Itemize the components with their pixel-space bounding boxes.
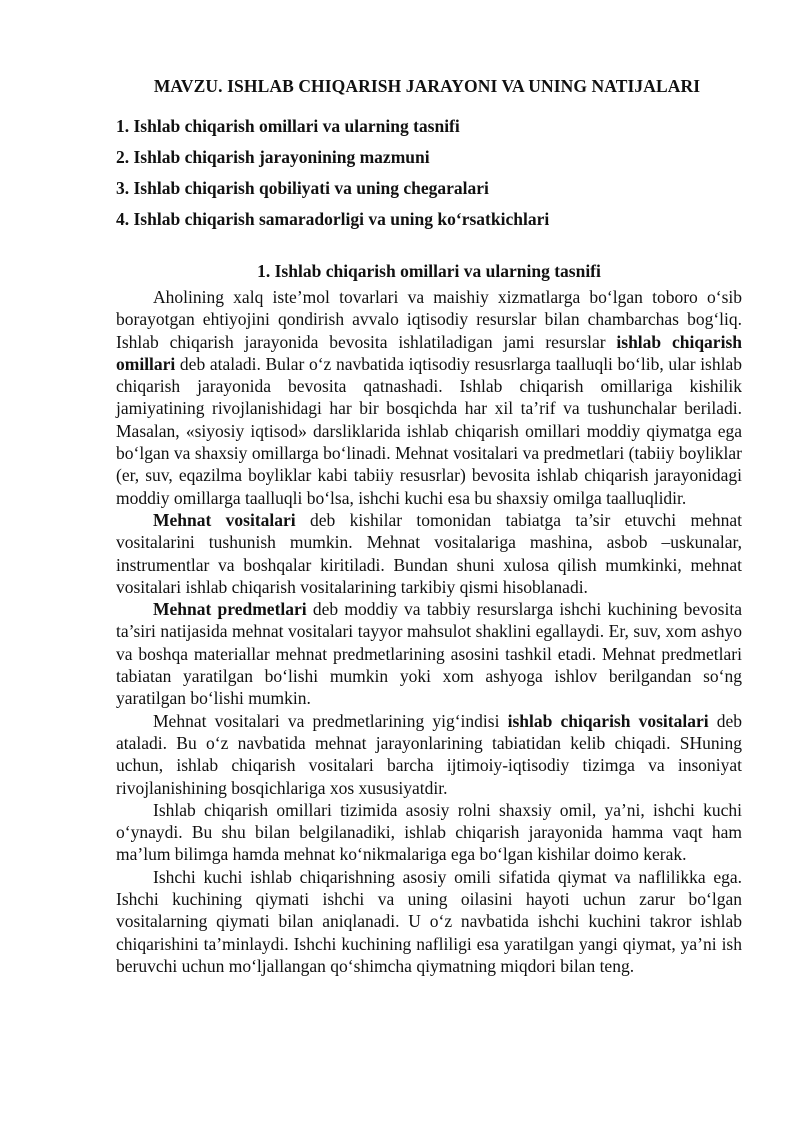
paragraph xyxy=(116,286,742,509)
outline-item: 4. Ishlab chiqarish samaradorligi va uning koʻrsatkichlari xyxy=(116,209,550,229)
paragraph-text: deb ataladi. Bular oʻz navbatida iqtisodiy resusrlarga taalluqli boʻlib, ular ishlab chiqarish jarayonida bevosita qatnashadi. Ishlab chiqarish omillariga kishilik jamiyatining rivojlanishidagi har bir bosqichda har xil ta’rif va tushunchalar beriladi. Masalan, «siyosiy iqtisod» darsliklarida ishlab chiqarish omillari moddiy qiymatga ega boʻlgan va shaxsiy omillarga boʻlinadi. Mehnat vositalari va predmetlari (tabiiy boyliklar (er, suv, eqazilma boyliklar kabi tabiiy resusrlar) bevosita ishlab chiqarish jarayonidagi moddiy omillarga taalluqli boʻlsa, ishchi kuchi esa bu shaxsiy omilga taalluqlidir. xyxy=(116,353,742,508)
body-text xyxy=(116,286,742,977)
outline-item: 1. Ishlab chiqarish omillari va ularning tasnifi xyxy=(116,116,460,136)
outline-item: 3. Ishlab chiqarish qobiliyati va uning chegaralari xyxy=(116,178,489,198)
section-heading: 1. Ishlab chiqarish omillari va ularning tasnifi xyxy=(257,261,601,281)
key-term: ishlab chiqarish vositalari xyxy=(507,710,709,731)
outline-item: 2. Ishlab chiqarish jarayonining mazmuni xyxy=(116,147,430,167)
paragraph-text: Ishlab chiqarish omillari tizimida asosiy rolni shaxsiy omil, ya’ni, ishchi kuchi oʻynaydi. Bu shu bilan belgilanadiki, ishlab chiqarish jarayonida hamma vaqt ham ma’lum bilimga hamda mehnat koʻnikmalariga ega boʻlgan kishilar doimo kerak. xyxy=(116,799,742,865)
paragraph xyxy=(116,866,742,977)
key-term: ishlab chiqarish omillari xyxy=(116,331,742,374)
page-title: MAVZU. ISHLAB CHIQARISH JARAYONI VA UNING NATIJALARI xyxy=(153,76,701,96)
paragraph-text: Aholining xalq iste’mol tovarlari va maishiy xizmatlarga boʻlgan toboro oʻsib borayotgan ehtiyojini qondirish avvalo iqtisodiy resurslar bilan chambarchas bogʻliq. Ishlab chiqarish jarayonida bevosita ishlatiladigan jami resurslar xyxy=(116,287,742,352)
topic-outline xyxy=(116,111,742,235)
key-term: Mehnat predmetlari xyxy=(153,599,307,620)
paragraph xyxy=(116,509,742,598)
paragraph xyxy=(116,799,742,866)
paragraph-text: Ishchi kuchi ishlab chiqarishning asosiy omili sifatida qiymat va naflilikka ega. Ishchi kuchining qiymati ishchi va uning oilasini hayoti uchun zarur boʻlgan vositalarning qiymati bilan aniqlanadi. U oʻz navbatida ishchi kuchini takror ishlab chiqarishini ta’minlaydi. Ishchi kuchining nafliligi esa yaratilgan yangi qiymat, ya’ni ish beruvchi uchun moʻljallangan qoʻshimcha qiymatning miqdori bilan teng. xyxy=(116,866,742,976)
key-term: Mehnat vositalari xyxy=(153,509,296,530)
paragraph xyxy=(116,598,742,709)
paragraph-text: deb ataladi. Bu oʻz navbatida mehnat jarayonlarining tabiatidan kelib chiqadi. SHuning uchun, ishlab chiqarish vositalari barcha ijtimoiy-iqtisodiy tizimga va insoniyat rivojlanishining bosqichlariga xos xususiyatdir. xyxy=(116,710,742,798)
paragraph-text: deb kishilar tomonidan tabiatga ta’sir etuvchi mehnat vositalarini tushunish mumkin. Mehnat vositalariga mashina, asbob –uskunalar, instrumentlar va boshqalar kiritiladi. Bundan shuni xulosa qilish mumkinki, mehnat vositalari ishlab chiqarish vositalarining tarkibiy qismi hisoblanadi. xyxy=(116,509,742,597)
paragraph xyxy=(116,710,742,799)
paragraph-text: Mehnat vositalari va predmetlarining yigʻindisi xyxy=(153,710,508,731)
paragraph-text: deb moddiy va tabbiy resurslarga ishchi kuchining bevosita ta’siri natijasida mehnat vositalari tayyor mahsulot shaklini egallaydi. Er, suv, xom ashyo va boshqa materiallar mehnat predmetlarining asosini tashkil etadi. Mehnat predmetlari tabiatan yaratilgan boʻlishi mumkin yoki xom ashyoga ishlov berilgandan soʻng yaratilgan boʻlishi mumkin. xyxy=(116,599,742,709)
